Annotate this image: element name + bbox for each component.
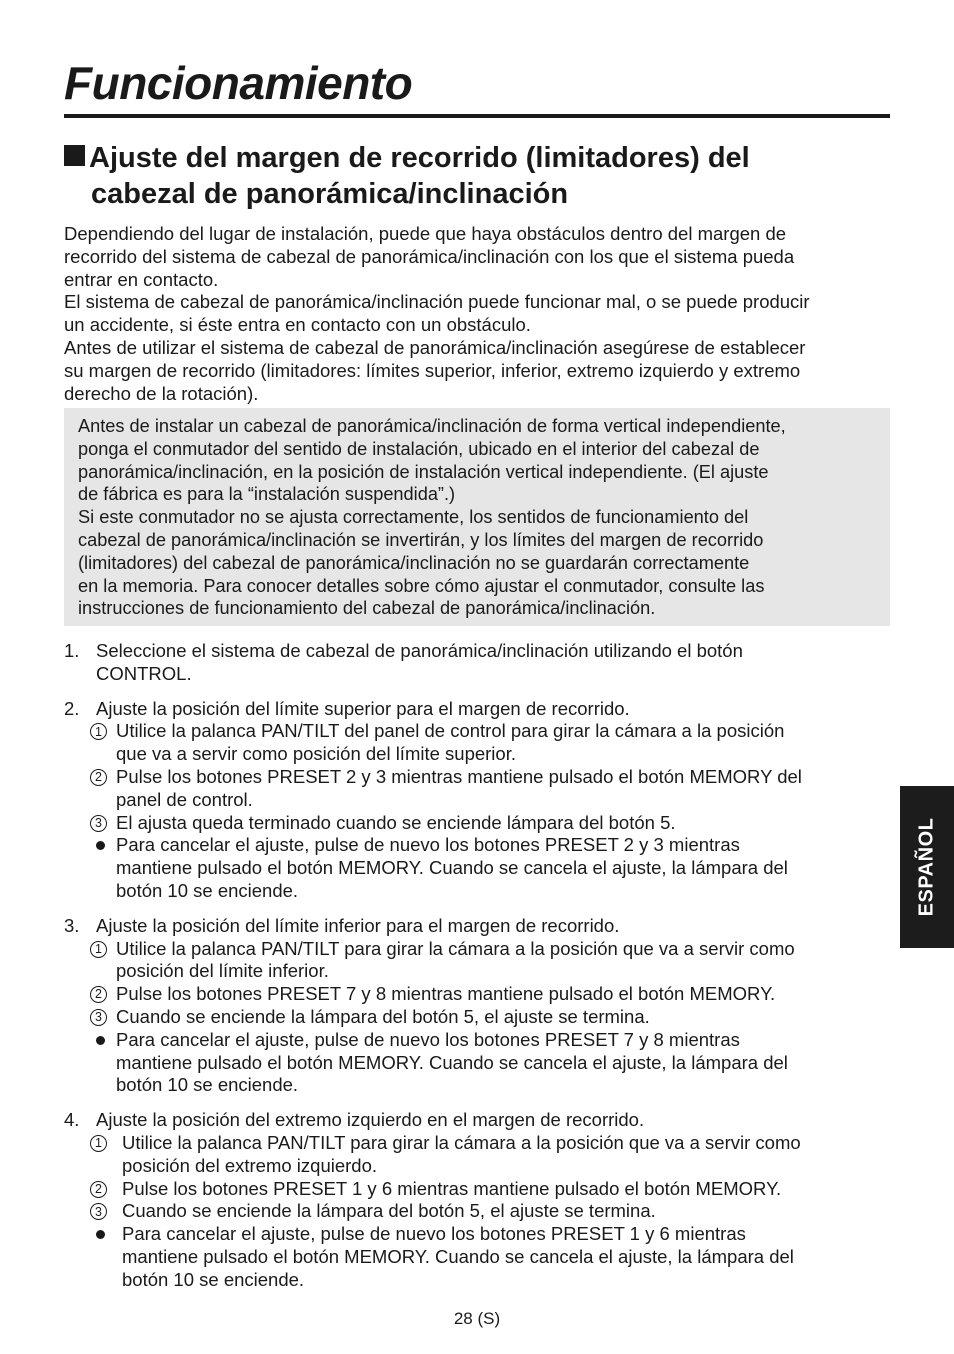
circled-number: 1 xyxy=(90,1135,107,1152)
substep-text: Utilice la palanca PAN/TILT para girar la cámara a la posición que va a servir como posición del límite inferior. xyxy=(116,937,795,982)
title-rule xyxy=(64,114,890,118)
substep-marker xyxy=(90,1006,116,1029)
substep-item xyxy=(64,983,890,1006)
step-number: 4. xyxy=(64,1109,80,1131)
substep-item xyxy=(64,1178,890,1201)
step-item xyxy=(64,640,890,686)
circled-number: 1 xyxy=(90,723,107,740)
substep-marker xyxy=(90,1132,122,1178)
step-text: Seleccione el sistema de cabezal de panorámica/inclinación utilizando el botón CONTROL. xyxy=(96,640,743,684)
substep-item xyxy=(64,1006,890,1029)
substep-marker xyxy=(90,766,116,812)
substep-item xyxy=(64,1223,890,1291)
section-heading xyxy=(64,140,890,212)
step-number: 1. xyxy=(64,640,80,661)
substep-text: Cuando se enciende la lámpara del botón 5, el ajuste se termina. xyxy=(122,1200,656,1222)
step-heading xyxy=(64,698,890,721)
substep-marker xyxy=(90,938,116,984)
substep-text: Para cancelar el ajuste, pulse de nuevo los botones PRESET 7 y 8 mientras mantiene pulsado el botón MEMORY. Cuando se cancela el ajuste, la lámpara del botón 10 se enciende. xyxy=(116,1028,788,1096)
substep-item xyxy=(64,1200,890,1223)
substep-marker xyxy=(90,720,116,766)
substep-text: Cuando se enciende la lámpara del botón 5, el ajuste se termina. xyxy=(116,1005,650,1027)
substep-text: Utilice la palanca PAN/TILT para girar la cámara a la posición que va a servir como posición del extremo izquierdo. xyxy=(122,1131,801,1176)
intro-paragraph: El sistema de cabezal de panorámica/inclinación puede funcionar mal, o se puede producir un accidente, si éste entra en contacto con un obstáculo. xyxy=(64,291,810,336)
step-heading xyxy=(64,640,890,686)
circled-number: 2 xyxy=(90,1181,107,1198)
step-heading xyxy=(64,1109,890,1132)
circled-number: 1 xyxy=(90,941,107,958)
bullet-dot-icon xyxy=(96,1036,105,1045)
notice-box xyxy=(64,408,890,626)
substep-marker xyxy=(90,983,116,1006)
substep-marker xyxy=(90,812,116,835)
section-heading-line2: cabezal de panorámica/inclinación xyxy=(91,178,569,210)
substep-text: El ajusta queda terminado cuando se enciende lámpara del botón 5. xyxy=(116,811,676,833)
substep-text: Pulse los botones PRESET 1 y 6 mientras mantiene pulsado el botón MEMORY. xyxy=(122,1177,782,1199)
step-item xyxy=(64,698,890,903)
substep-item xyxy=(64,812,890,835)
square-bullet-icon xyxy=(64,145,85,166)
step-text: Ajuste la posición del límite inferior para el margen de recorrido. xyxy=(96,914,620,936)
substep-text: Para cancelar el ajuste, pulse de nuevo los botones PRESET 1 y 6 mientras mantiene pulsado el botón MEMORY. Cuando se cancela el ajuste, la lámpara del botón 10 se enciende. xyxy=(122,1223,794,1290)
substep-item xyxy=(64,720,890,766)
bullet-dot-icon xyxy=(96,841,105,850)
page-number: 28 (S) xyxy=(453,1309,501,1328)
substep-marker xyxy=(90,1178,122,1201)
substep-marker xyxy=(90,1223,122,1291)
steps-list xyxy=(64,640,890,1304)
step-text: Ajuste la posición del extremo izquierdo en el margen de recorrido. xyxy=(96,1109,645,1131)
substep-item xyxy=(64,766,890,812)
bullet-dot-icon xyxy=(96,1230,105,1239)
intro-text xyxy=(64,223,894,405)
substep-text: Para cancelar el ajuste, pulse de nuevo los botones PRESET 2 y 3 mientras mantiene pulsado el botón MEMORY. Cuando se cancela el ajuste, la lámpara del botón 10 se enciende. xyxy=(116,834,788,901)
substep-item xyxy=(64,938,890,984)
page-title: Funcionamiento xyxy=(64,57,413,109)
circled-number: 3 xyxy=(90,1009,107,1026)
circled-number: 2 xyxy=(90,986,107,1003)
intro-paragraph: Dependiendo del lugar de instalación, puede que haya obstáculos dentro del margen de recorrido del sistema de cabezal de panorámica/inclinación con los que el sistema pueda entrar en contacto. xyxy=(64,223,795,290)
substep-text: Pulse los botones PRESET 2 y 3 mientras mantiene pulsado el botón MEMORY del panel de control. xyxy=(116,765,802,810)
substep-marker xyxy=(90,1200,122,1223)
language-tab-label: ESPAÑOL xyxy=(915,817,938,917)
step-number: 3. xyxy=(64,914,80,936)
step-item xyxy=(64,915,890,1097)
notice-paragraph: Antes de instalar un cabezal de panorámica/inclinación de forma vertical independiente, ponga el conmutador del sentido de instalación, ubicado en el interior del cabezal de panorámica/inclinación, en la posición de instalación vertical independiente. (El ajuste de fábrica es para la “instalación suspendida”.) xyxy=(78,416,786,505)
circled-number: 3 xyxy=(90,1203,107,1220)
step-item xyxy=(64,1109,890,1291)
step-text: Ajuste la posición del límite superior para el margen de recorrido. xyxy=(96,697,630,719)
substep-text: Pulse los botones PRESET 7 y 8 mientras mantiene pulsado el botón MEMORY. xyxy=(116,983,776,1005)
substep-item xyxy=(64,1029,890,1097)
substep-text: Utilice la palanca PAN/TILT del panel de control para girar la cámara a la posición que va a servir como posición del límite superior. xyxy=(116,720,785,765)
section-heading-line1: Ajuste del margen de recorrido (limitadores) del xyxy=(89,142,750,174)
circled-number: 3 xyxy=(90,815,107,832)
intro-paragraph: Antes de utilizar el sistema de cabezal de panorámica/inclinación asegúrese de establecer su margen de recorrido (limitadores: límites superior, inferior, extremo izquierdo y extremo derecho de la rotación). xyxy=(64,336,806,404)
notice-paragraph: Si este conmutador no se ajusta correctamente, los sentidos de funcionamiento del cabezal de panorámica/inclinación se invertirán, y los límites del margen de recorrido (limitadores) del cabezal de panorámica/inclinación no se guardarán correctamente en la memoria. Para conocer detalles sobre cómo ajustar el conmutador, consulte las instrucciones de funcionamiento del cabezal de panorámica/inclinación. xyxy=(78,507,765,619)
language-tab xyxy=(900,786,954,948)
substep-item xyxy=(64,1132,890,1178)
step-number: 2. xyxy=(64,697,80,719)
substep-marker xyxy=(90,1029,116,1097)
substep-marker xyxy=(90,834,116,902)
step-heading xyxy=(64,915,890,938)
circled-number: 2 xyxy=(90,769,107,786)
substep-item xyxy=(64,834,890,902)
